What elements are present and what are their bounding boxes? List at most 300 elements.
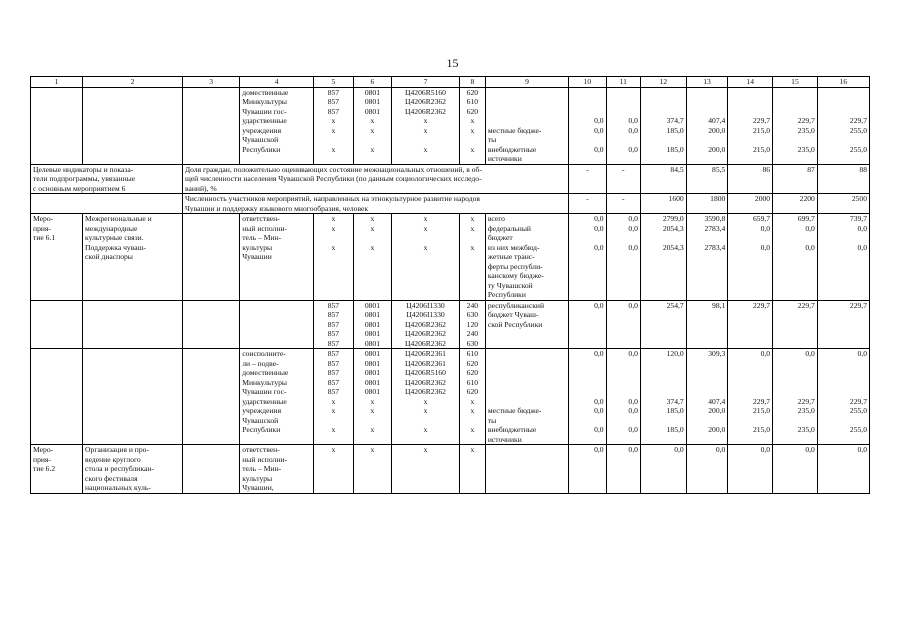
table-cell: Чувашской xyxy=(240,135,314,145)
value-cell xyxy=(728,339,773,349)
value-cell xyxy=(686,290,728,300)
table-cell xyxy=(353,252,392,262)
value-cell xyxy=(606,87,640,97)
value-cell xyxy=(606,416,640,426)
value-cell xyxy=(606,262,640,272)
source-cell: из них межбюд- xyxy=(485,243,568,253)
table-cell xyxy=(240,154,314,164)
value-cell xyxy=(686,474,728,484)
indicator-label: с основным мероприятием 6 xyxy=(31,184,183,194)
table-cell xyxy=(83,262,183,272)
value-cell: 229,7 xyxy=(773,300,818,310)
table-cell xyxy=(182,445,239,455)
table-row xyxy=(31,310,870,320)
value-cell xyxy=(728,97,773,107)
table-cell xyxy=(31,271,83,281)
table-cell: Ц4206I1330 xyxy=(392,310,460,320)
table-cell: учреждения xyxy=(240,126,314,136)
value-cell xyxy=(640,262,686,272)
value-cell: 0,0 xyxy=(606,349,640,359)
table-row xyxy=(31,435,870,445)
table-cell: прия- xyxy=(31,224,83,234)
value-cell xyxy=(817,329,869,339)
table-cell xyxy=(31,290,83,300)
table-cell: 857 xyxy=(314,387,354,397)
value-cell xyxy=(773,271,818,281)
indicator-text: Чувашии и поддержку языкового многообразия, человек xyxy=(182,204,568,214)
value-cell xyxy=(773,368,818,378)
value-cell xyxy=(728,387,773,397)
table-cell xyxy=(314,154,354,164)
table-cell xyxy=(459,464,485,474)
value-cell: 185,0 xyxy=(640,126,686,136)
value-cell: 235,0 xyxy=(773,425,818,435)
value-cell: 2054,3 xyxy=(640,243,686,253)
value-cell xyxy=(817,483,869,493)
value-cell: 235,0 xyxy=(773,406,818,416)
value-cell: 120,0 xyxy=(640,349,686,359)
value-cell xyxy=(686,154,728,164)
value-cell xyxy=(686,107,728,117)
table-cell xyxy=(83,359,183,369)
table-row xyxy=(31,204,870,214)
table-cell: стола и республикан- xyxy=(83,464,183,474)
value-cell xyxy=(640,97,686,107)
source-cell xyxy=(485,455,568,465)
table-cell xyxy=(83,320,183,330)
value-cell: 88 xyxy=(817,164,869,174)
table-cell: ского фестиваля xyxy=(83,474,183,484)
source-cell: ту Чувашской xyxy=(485,281,568,291)
value-cell xyxy=(686,464,728,474)
table-cell: Чувашской xyxy=(240,416,314,426)
value-cell xyxy=(569,154,606,164)
table-cell xyxy=(31,359,83,369)
source-cell: внебюджетные xyxy=(485,145,568,155)
value-cell xyxy=(640,107,686,117)
table-cell xyxy=(240,262,314,272)
value-cell xyxy=(817,184,869,194)
table-cell: Минкультуры xyxy=(240,378,314,388)
table-cell xyxy=(459,135,485,145)
table-cell: x xyxy=(392,445,460,455)
table-cell: ударственные xyxy=(240,397,314,407)
value-cell xyxy=(686,329,728,339)
value-cell xyxy=(728,474,773,484)
source-cell xyxy=(485,107,568,117)
table-cell: Республики xyxy=(240,425,314,435)
source-cell xyxy=(485,329,568,339)
value-cell: 0,0 xyxy=(606,300,640,310)
table-cell xyxy=(314,290,354,300)
indicator-text: Доля граждан, положительно оценивающих состояние межнациональных отношений, в об- xyxy=(182,164,568,174)
table-cell: 620 xyxy=(459,368,485,378)
value-cell xyxy=(728,252,773,262)
table-cell xyxy=(459,281,485,291)
value-cell: 255,0 xyxy=(817,425,869,435)
value-cell: 0,0 xyxy=(817,224,869,234)
table-cell: культурные связи. xyxy=(83,233,183,243)
value-cell: 0,0 xyxy=(817,349,869,359)
table-cell xyxy=(240,339,314,349)
value-cell: 0,0 xyxy=(606,243,640,253)
value-cell xyxy=(773,174,818,184)
table-cell xyxy=(83,135,183,145)
table-cell xyxy=(182,397,239,407)
table-cell xyxy=(314,435,354,445)
table-cell xyxy=(31,281,83,291)
table-row xyxy=(31,300,870,310)
value-cell: 2799,0 xyxy=(640,214,686,224)
table-cell xyxy=(182,339,239,349)
source-cell: республиканский xyxy=(485,300,568,310)
value-cell xyxy=(686,359,728,369)
table-cell xyxy=(240,435,314,445)
source-cell xyxy=(485,97,568,107)
table-cell xyxy=(353,435,392,445)
value-cell xyxy=(728,320,773,330)
value-cell: 215,0 xyxy=(728,145,773,155)
value-cell xyxy=(569,135,606,145)
table-cell: 620 xyxy=(459,107,485,117)
table-cell xyxy=(182,135,239,145)
value-cell: 2054,3 xyxy=(640,224,686,234)
table-cell xyxy=(83,397,183,407)
table-cell xyxy=(392,262,460,272)
table-cell xyxy=(182,224,239,234)
table-cell xyxy=(240,329,314,339)
table-row xyxy=(31,262,870,272)
table-cell: 0801 xyxy=(353,107,392,117)
table-cell xyxy=(83,107,183,117)
table-cell: x xyxy=(314,397,354,407)
table-cell xyxy=(31,154,83,164)
table-cell xyxy=(31,116,83,126)
value-cell xyxy=(569,310,606,320)
header-cell: 15 xyxy=(773,77,818,88)
source-cell xyxy=(485,464,568,474)
value-cell xyxy=(728,174,773,184)
value-cell xyxy=(569,97,606,107)
table-cell: x xyxy=(459,224,485,234)
value-cell: 2200 xyxy=(773,194,818,204)
table-cell xyxy=(83,281,183,291)
source-cell xyxy=(485,378,568,388)
value-cell: 185,0 xyxy=(640,145,686,155)
table-cell xyxy=(182,387,239,397)
value-cell: 0,0 xyxy=(569,397,606,407)
table-cell xyxy=(182,126,239,136)
table-cell xyxy=(83,416,183,426)
value-cell xyxy=(640,368,686,378)
table-cell: x xyxy=(353,214,392,224)
table-cell: 857 xyxy=(314,97,354,107)
value-cell xyxy=(686,174,728,184)
table-cell: Ц4206R2362 xyxy=(392,97,460,107)
table-cell xyxy=(353,135,392,145)
source-cell: ферты республи- xyxy=(485,262,568,272)
value-cell: 0,0 xyxy=(569,445,606,455)
value-cell: 0,0 xyxy=(606,445,640,455)
value-cell: 215,0 xyxy=(728,406,773,416)
table-row xyxy=(31,425,870,435)
value-cell xyxy=(569,464,606,474)
table-cell xyxy=(31,378,83,388)
value-cell xyxy=(773,252,818,262)
table-cell: x xyxy=(353,425,392,435)
table-cell: x xyxy=(392,243,460,253)
header-cell: 10 xyxy=(569,77,606,88)
value-cell xyxy=(728,435,773,445)
table-cell xyxy=(182,406,239,416)
table-cell xyxy=(459,252,485,262)
table-cell: 0801 xyxy=(353,349,392,359)
value-cell xyxy=(773,290,818,300)
value-cell: 255,0 xyxy=(817,406,869,416)
table-cell xyxy=(31,107,83,117)
table-cell xyxy=(83,87,183,97)
table-cell xyxy=(182,97,239,107)
table-cell: x xyxy=(459,116,485,126)
value-cell xyxy=(728,87,773,97)
value-cell: 215,0 xyxy=(728,126,773,136)
table-cell xyxy=(182,233,239,243)
table-cell xyxy=(314,233,354,243)
table-cell: x xyxy=(353,116,392,126)
value-cell: 0,0 xyxy=(569,224,606,234)
value-cell xyxy=(773,281,818,291)
table-cell xyxy=(459,290,485,300)
value-cell xyxy=(728,233,773,243)
value-cell: 229,7 xyxy=(773,397,818,407)
table-cell: Ц4206R2362 xyxy=(392,320,460,330)
value-cell xyxy=(686,483,728,493)
budget-table xyxy=(30,76,870,494)
value-cell: 0,0 xyxy=(606,116,640,126)
value-cell xyxy=(817,252,869,262)
table-row xyxy=(31,233,870,243)
table-cell xyxy=(182,474,239,484)
table-row xyxy=(31,483,870,493)
value-cell xyxy=(686,87,728,97)
value-cell xyxy=(569,378,606,388)
value-cell xyxy=(569,271,606,281)
header-cell: 13 xyxy=(686,77,728,88)
table-cell: ударственные xyxy=(240,116,314,126)
value-cell xyxy=(686,97,728,107)
table-cell xyxy=(459,455,485,465)
table-cell xyxy=(31,406,83,416)
table-row xyxy=(31,107,870,117)
value-cell xyxy=(728,184,773,194)
source-cell xyxy=(485,339,568,349)
value-cell xyxy=(569,339,606,349)
value-cell xyxy=(606,290,640,300)
value-cell xyxy=(773,262,818,272)
value-cell xyxy=(569,233,606,243)
value-cell xyxy=(773,233,818,243)
table-row xyxy=(31,329,870,339)
value-cell xyxy=(640,378,686,388)
table-cell: ный исполни- xyxy=(240,224,314,234)
value-cell xyxy=(686,262,728,272)
header-cell: 6 xyxy=(353,77,392,88)
table-cell xyxy=(392,281,460,291)
table-cell xyxy=(240,310,314,320)
table-cell xyxy=(182,252,239,262)
table-cell: 857 xyxy=(314,378,354,388)
table-cell xyxy=(182,107,239,117)
value-cell xyxy=(773,184,818,194)
table-cell xyxy=(83,154,183,164)
value-cell: 0,0 xyxy=(569,425,606,435)
table-cell xyxy=(182,435,239,445)
table-cell: 857 xyxy=(314,368,354,378)
value-cell xyxy=(817,281,869,291)
table-cell: тие 6.1 xyxy=(31,233,83,243)
value-cell xyxy=(640,233,686,243)
table-cell: x xyxy=(459,397,485,407)
value-cell xyxy=(773,310,818,320)
value-cell: 0,0 xyxy=(817,445,869,455)
table-cell xyxy=(83,271,183,281)
value-cell xyxy=(817,455,869,465)
value-cell xyxy=(606,387,640,397)
table-cell xyxy=(182,87,239,97)
value-cell: - xyxy=(569,164,606,174)
table-cell xyxy=(353,416,392,426)
table-cell: x xyxy=(314,214,354,224)
source-cell xyxy=(485,87,568,97)
value-cell xyxy=(640,184,686,194)
table-cell xyxy=(353,271,392,281)
value-cell xyxy=(569,474,606,484)
value-cell: 98,1 xyxy=(686,300,728,310)
source-cell xyxy=(485,387,568,397)
table-cell xyxy=(83,435,183,445)
value-cell xyxy=(728,281,773,291)
value-cell: 229,7 xyxy=(817,397,869,407)
table-cell xyxy=(182,329,239,339)
header-row xyxy=(31,77,870,88)
source-cell: жетные транс- xyxy=(485,252,568,262)
table-row xyxy=(31,445,870,455)
table-cell: x xyxy=(314,445,354,455)
value-cell xyxy=(606,378,640,388)
value-cell xyxy=(606,320,640,330)
value-cell: 407,4 xyxy=(686,116,728,126)
table-cell: 857 xyxy=(314,310,354,320)
table-cell: ный исполни- xyxy=(240,455,314,465)
value-cell: 0,0 xyxy=(606,224,640,234)
table-cell: x xyxy=(459,126,485,136)
table-row xyxy=(31,126,870,136)
table-cell xyxy=(314,455,354,465)
value-cell: 2783,4 xyxy=(686,243,728,253)
table-row xyxy=(31,154,870,164)
value-cell xyxy=(773,455,818,465)
value-cell xyxy=(728,271,773,281)
value-cell xyxy=(817,416,869,426)
source-cell: ты xyxy=(485,135,568,145)
value-cell: 229,7 xyxy=(817,300,869,310)
table-cell xyxy=(31,145,83,155)
value-cell: 200,0 xyxy=(686,406,728,416)
table-cell: x xyxy=(314,224,354,234)
table-cell xyxy=(83,339,183,349)
table-cell xyxy=(182,320,239,330)
table-cell: x xyxy=(314,145,354,155)
table-cell: ведение круглого xyxy=(83,455,183,465)
value-cell: 235,0 xyxy=(773,145,818,155)
value-cell xyxy=(606,233,640,243)
value-cell: 229,7 xyxy=(728,300,773,310)
value-cell xyxy=(640,387,686,397)
table-row xyxy=(31,271,870,281)
table-cell xyxy=(182,145,239,155)
table-cell: 620 xyxy=(459,87,485,97)
table-cell: x xyxy=(353,224,392,234)
value-cell xyxy=(569,262,606,272)
table-cell xyxy=(240,320,314,330)
table-cell xyxy=(83,368,183,378)
value-cell: 2783,4 xyxy=(686,224,728,234)
table-cell: домественные xyxy=(240,87,314,97)
source-cell: ской Республики xyxy=(485,320,568,330)
table-cell xyxy=(31,397,83,407)
table-cell xyxy=(392,271,460,281)
table-cell: x xyxy=(314,126,354,136)
table-cell xyxy=(31,300,83,310)
value-cell: 235,0 xyxy=(773,126,818,136)
value-cell xyxy=(773,135,818,145)
value-cell: 200,0 xyxy=(686,126,728,136)
table-cell xyxy=(182,483,239,493)
table-cell: 610 xyxy=(459,349,485,359)
value-cell xyxy=(728,135,773,145)
value-cell xyxy=(640,359,686,369)
table-cell xyxy=(353,154,392,164)
value-cell xyxy=(606,464,640,474)
table-cell: Ц4206R2361 xyxy=(392,359,460,369)
value-cell xyxy=(569,455,606,465)
table-cell: 0801 xyxy=(353,339,392,349)
value-cell xyxy=(773,97,818,107)
table-cell xyxy=(392,154,460,164)
table-cell: Чувашии xyxy=(240,252,314,262)
source-cell xyxy=(485,116,568,126)
table-cell xyxy=(31,126,83,136)
table-cell xyxy=(392,464,460,474)
value-cell xyxy=(640,474,686,484)
value-cell xyxy=(773,87,818,97)
table-cell xyxy=(459,435,485,445)
value-cell xyxy=(569,416,606,426)
source-cell xyxy=(485,474,568,484)
indicator-label: тели подпрограммы, увязанные xyxy=(31,174,183,184)
table-cell: 857 xyxy=(314,320,354,330)
table-cell xyxy=(459,474,485,484)
table-row xyxy=(31,464,870,474)
table-cell: x xyxy=(314,406,354,416)
table-cell: x xyxy=(459,445,485,455)
table-cell xyxy=(182,310,239,320)
table-row xyxy=(31,184,870,194)
table-cell xyxy=(182,281,239,291)
value-cell xyxy=(817,97,869,107)
source-cell xyxy=(485,397,568,407)
table-cell xyxy=(31,425,83,435)
